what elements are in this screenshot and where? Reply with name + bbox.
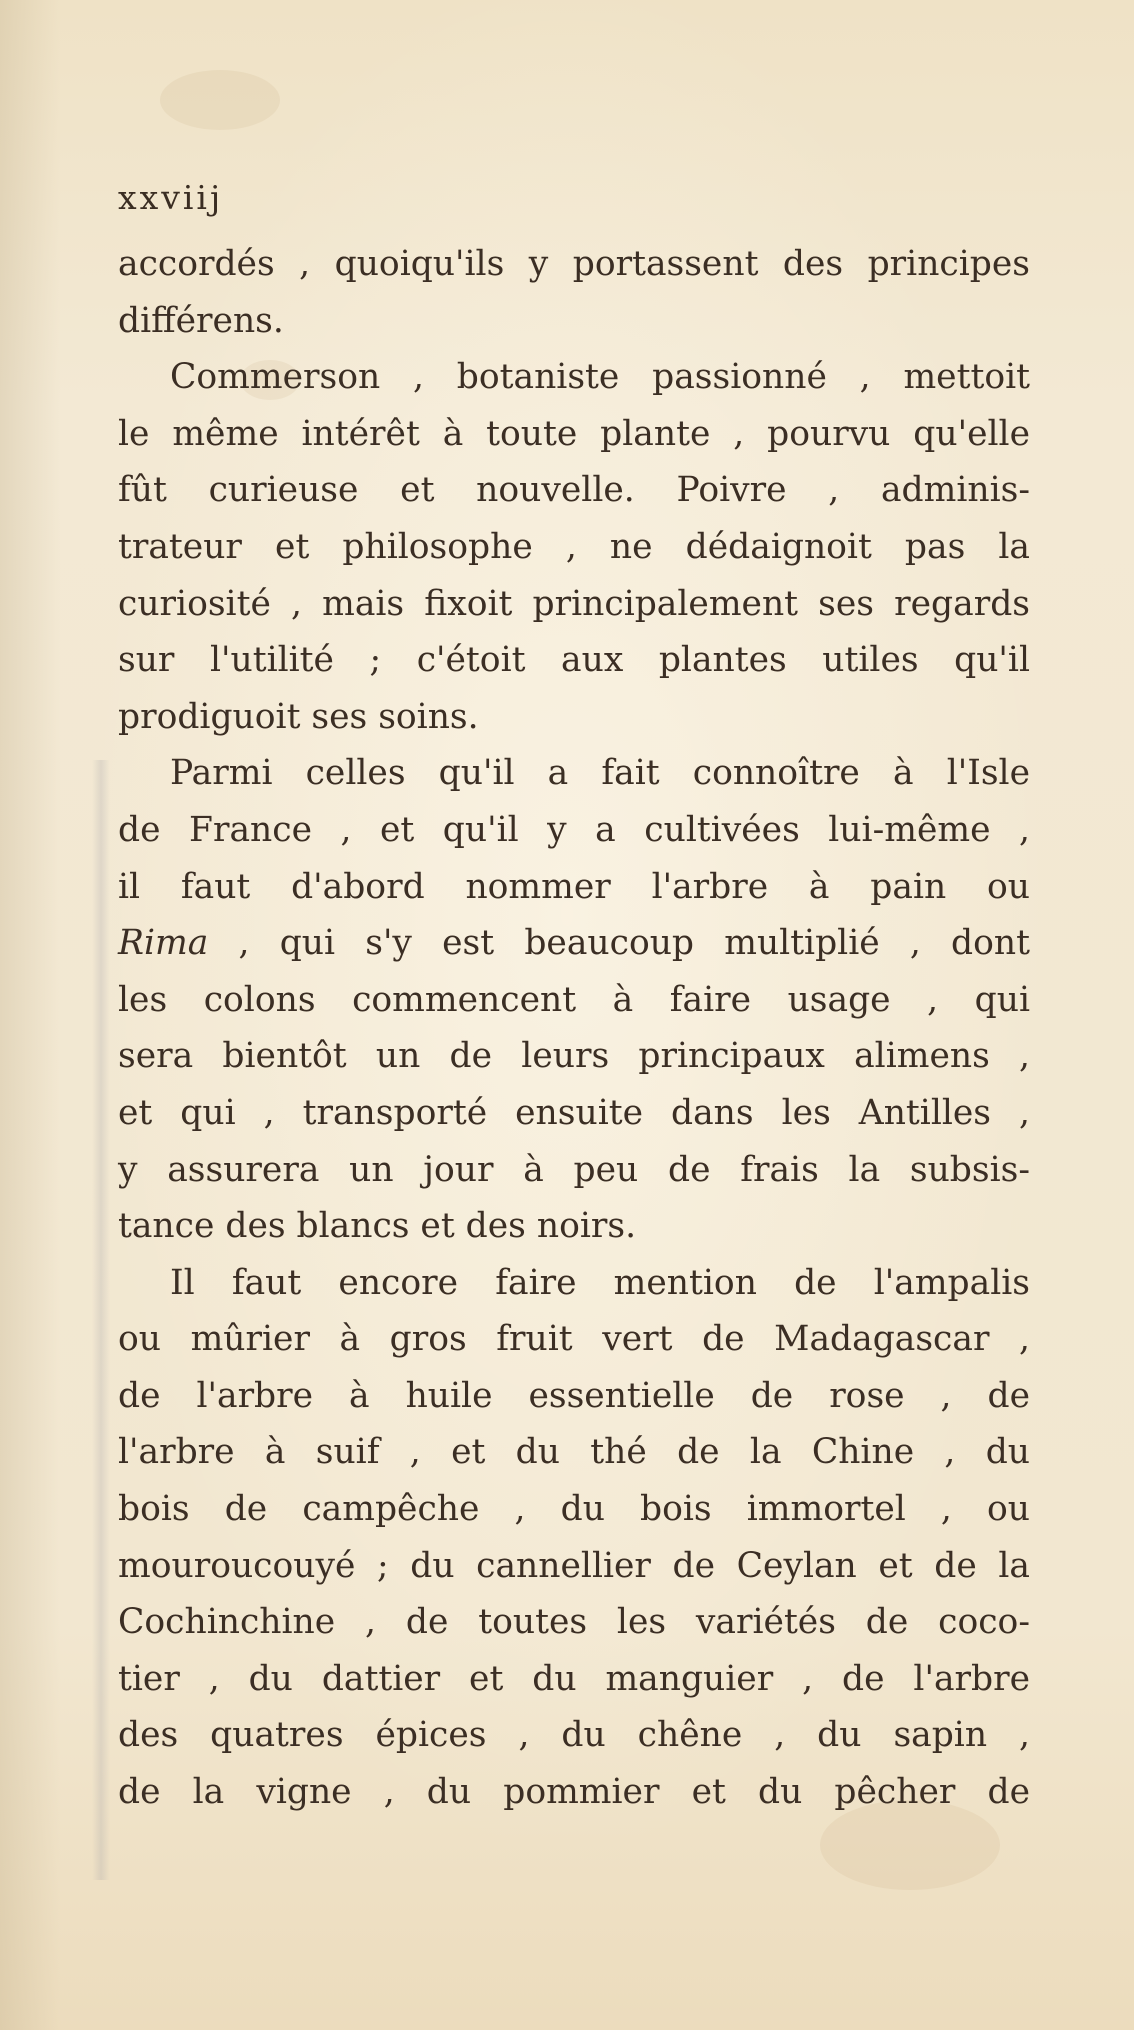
text-line: de la vigne , du pommier et du pêcher de — [118, 1772, 1030, 1813]
text-line: Parmi celles qu'il a fait connoître à l'Isle — [170, 753, 1030, 794]
text-line: et qui , transporté ensuite dans les Antilles , — [118, 1092, 1030, 1133]
text-line: les colons commencent à faire usage , qui — [118, 979, 1030, 1020]
text-line: des quatres épices , du chêne , du sapin , — [118, 1715, 1030, 1756]
text-line: le même intérêt à toute plante , pourvu qu'elle — [118, 413, 1030, 454]
text-line: fût curieuse et nouvelle. Poivre , adminis- — [118, 470, 1030, 511]
body-text — [118, 236, 1030, 1821]
text-line: Il faut encore faire mention de l'ampalis — [170, 1262, 1030, 1303]
text-line: mouroucouyé ; du cannellier de Ceylan et de la — [118, 1545, 1030, 1586]
text-line: prodiguoit ses soins. — [118, 696, 479, 737]
text-line: trateur et philosophe , ne dédaignoit pas la — [118, 526, 1030, 567]
text-line: Rima , qui s'y est beaucoup multiplié , dont — [118, 923, 1030, 964]
text-line: ou mûrier à gros fruit vert de Madagascar , — [118, 1319, 1030, 1360]
text-line: tier , du dattier et du manguier , de l'arbre — [118, 1658, 1030, 1699]
text-line: accordés , quoiqu'ils y portassent des principes — [118, 244, 1030, 284]
text-line: tance des blancs et des noirs. — [118, 1206, 637, 1247]
text-line: y assurera un jour à peu de frais la subsis- — [118, 1149, 1030, 1190]
text-line: sera bientôt un de leurs principaux alimens , — [118, 1036, 1030, 1077]
text-line: l'arbre à suif , et du thé de la Chine , du — [118, 1432, 1030, 1473]
text-line: sur l'utilité ; c'étoit aux plantes utiles qu'il — [118, 640, 1030, 681]
paper-stain — [160, 70, 280, 130]
text-line: curiosité , mais fixoit principalement ses regards — [118, 583, 1030, 624]
text-line: il faut d'abord nommer l'arbre à pain ou — [118, 866, 1030, 907]
ink-bleed-through — [92, 760, 110, 1880]
italic-term: Rima — [118, 923, 209, 964]
text-line: Commerson , botaniste passionné , mettoit — [170, 357, 1030, 398]
text-line: Cochinchine , de toutes les variétés de coco- — [118, 1602, 1030, 1643]
page-number-header: xxviij — [118, 178, 224, 217]
text-line: de l'arbre à huile essentielle de rose , de — [118, 1375, 1030, 1416]
text-line: bois de campêche , du bois immortel , ou — [118, 1489, 1030, 1530]
text-line: de France , et qu'il y a cultivées lui-même , — [118, 809, 1030, 850]
page-edge-shadow — [0, 0, 60, 2030]
text-line: différens. — [118, 300, 284, 341]
